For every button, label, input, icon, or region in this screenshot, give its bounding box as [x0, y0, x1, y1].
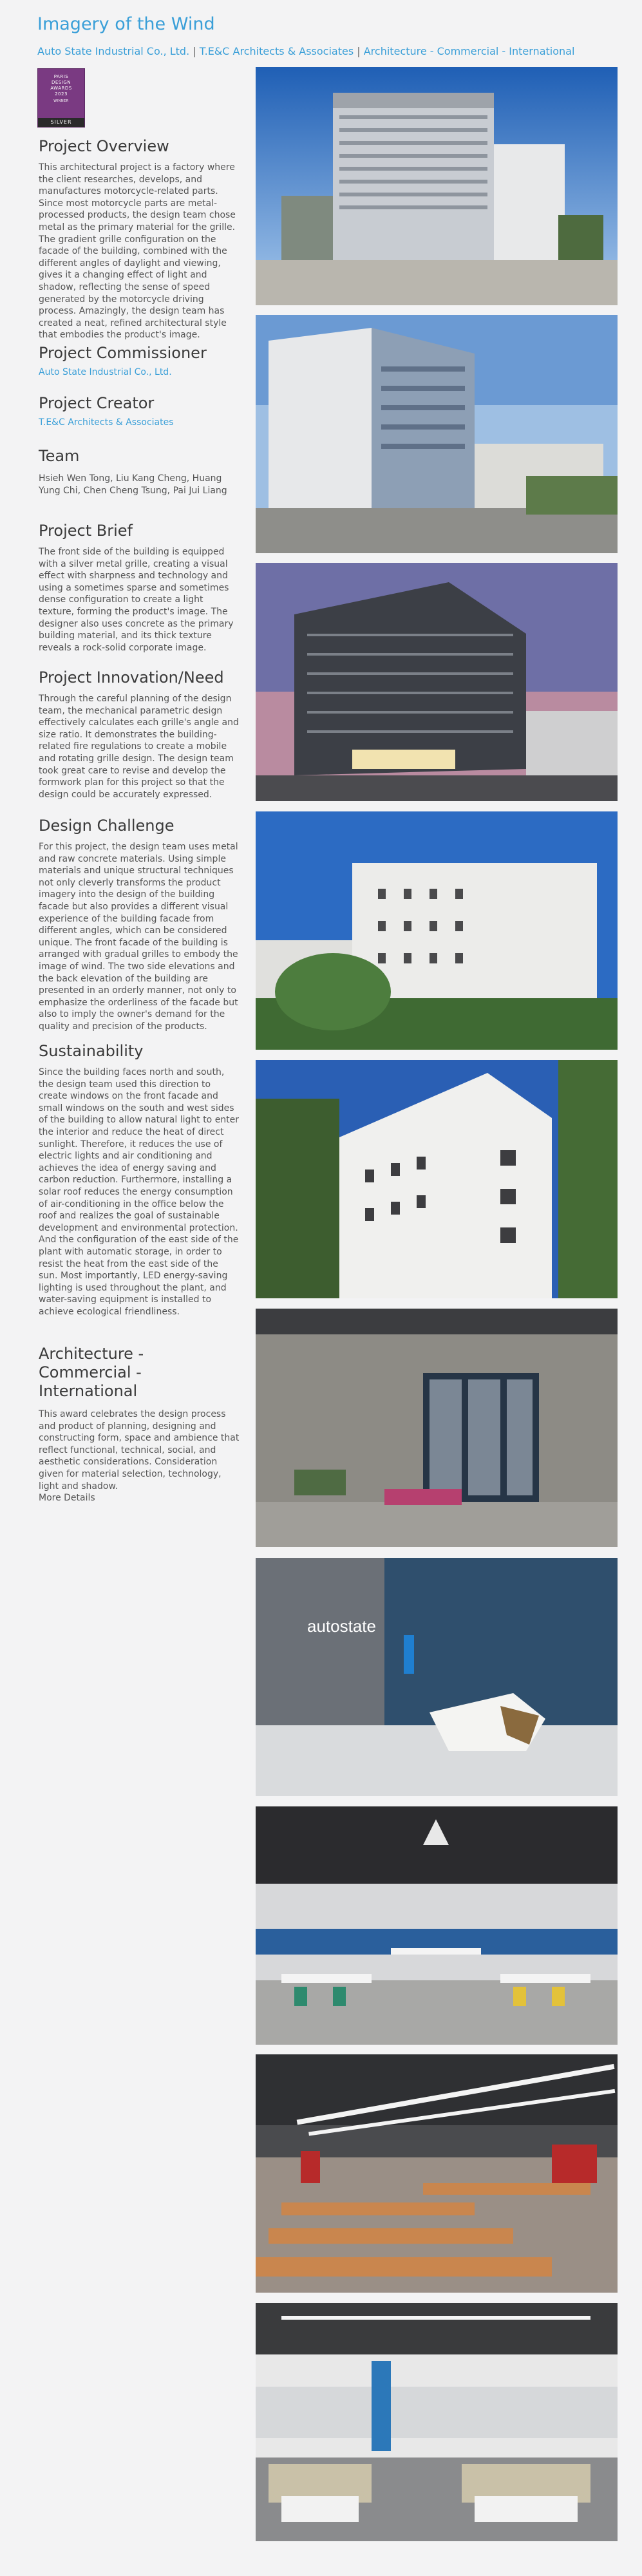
- photo-angled-view[interactable]: [256, 315, 618, 553]
- section-overview: [39, 137, 240, 341]
- byline: [37, 45, 574, 57]
- section-brief: [39, 522, 240, 654]
- section-category: [39, 1345, 240, 1504]
- brand-sign: autostate: [307, 1616, 376, 1636]
- byline-separator: |: [189, 45, 200, 57]
- commissioner-link[interactable]: Auto State Industrial Co., Ltd.: [37, 45, 190, 57]
- building-image: [256, 67, 618, 305]
- section-heading: Project Overview: [39, 137, 169, 155]
- section-innovation: [39, 668, 240, 800]
- badge-line: AWARDS: [50, 86, 72, 91]
- photo-front-facade[interactable]: [256, 67, 618, 305]
- building-image: [256, 811, 618, 1050]
- interior-image: [256, 2303, 618, 2541]
- section-heading: Project Innovation/Need: [39, 668, 224, 687]
- section-challenge: [39, 817, 240, 1033]
- photo-entrance[interactable]: [256, 1309, 618, 1547]
- badge-line: 2023: [55, 91, 68, 97]
- interior-image: [256, 1558, 618, 1796]
- section-body: Through the careful planning of the design team, the mechanical parametric design effectively calculates each grille's angle and size ratio. It demonstrates the building-related fire regulations to create a mobile and rotating grille design. The design team took great care to revise and develop the formwork plan for this project so that the design could be accurately expressed.: [39, 694, 239, 800]
- building-image: [256, 1309, 618, 1547]
- commissioner-value-link[interactable]: Auto State Industrial Co., Ltd.: [39, 367, 172, 377]
- creator-link[interactable]: T.E&C Architects & Associates: [199, 45, 354, 57]
- building-image: [256, 315, 618, 553]
- creator-value-link[interactable]: T.E&C Architects & Associates: [39, 417, 174, 428]
- section-body: Since the building faces north and south, the design team used this direction to create windows on the front facade and small windows on the south and west sides of the building to allow natural light to enter the interior and reduce the heat of direct sunlight. Therefore, it reduces the use of electric lights and air conditioning and achieves the idea of energy saving and carbon reduction. Furthermore, installing a solar roof reduces the energy consumption of air-conditioning in the office below the roof and realizes the goal of sustainable development and environmental protection. And the configuration of the east side of the plant with automatic storage, in order to resist the heat from the east side of the sun. Most importantly, LED energy-saving lighting is used throughout the plant, and water-saving equipment is installed to achieve ecological friendliness.: [39, 1067, 240, 1317]
- photo-dusk-view[interactable]: [256, 563, 618, 801]
- photo-side-closeup[interactable]: [256, 1060, 618, 1298]
- badge-line: PARIS: [53, 74, 69, 79]
- section-creator: [39, 394, 240, 428]
- photo-office[interactable]: [256, 2303, 618, 2541]
- badge-line: WINNER: [53, 99, 69, 103]
- photo-cafeteria[interactable]: [256, 1806, 618, 2045]
- section-body: The front side of the building is equipped with a silver metal grille, creating a visual effect with sharpness and technology and using a sometimes sparse and sometimes dense configuration to create a light texture, forming the product's image. The designer also uses concrete as the primary building material, and its thick texture reveals a rock-solid corporate image.: [39, 547, 234, 653]
- badge-level: SILVER: [38, 118, 84, 127]
- section-body: Hsieh Wen Tong, Liu Kang Cheng, Huang Yung Chi, Chen Cheng Tsung, Pai Jui Liang: [39, 473, 227, 496]
- section-team: [39, 447, 240, 497]
- badge-line: DESIGN: [52, 80, 71, 85]
- section-body: This architectural project is a factory where the client researches, develops, and manufactures motorcycle-related parts. Since most motorcycle parts are metal-processed products, the design team chose metal as the primary material for the grille. The gradient grille configuration on the facade of the building, combined with the different angles of daylight and viewing, gives it a changing effect of light and shadow, reflecting the sense of speed generated by the motorcycle driving process. Amazingly, the design team has created a neat, refined architectural style that embodies the product's image.: [39, 162, 236, 341]
- section-heading: Sustainability: [39, 1042, 144, 1060]
- more-details-link[interactable]: More Details: [39, 1493, 95, 1504]
- section-heading: Team: [39, 447, 80, 465]
- section-body: This award celebrates the design process and product of planning, designing and constructing form, space and ambience that reflect functional, technical, social, and aesthetic considerations. Consideration given for material selection, technology, light and shadow.: [39, 1409, 240, 1492]
- photo-auditorium[interactable]: [256, 2054, 618, 2293]
- building-image: [256, 563, 618, 801]
- photo-lobby[interactable]: [256, 1558, 618, 1796]
- byline-separator: |: [354, 45, 364, 57]
- award-badge: [37, 68, 85, 128]
- photo-rear-elevation[interactable]: [256, 811, 618, 1050]
- category-link[interactable]: Architecture - Commercial - International: [363, 45, 575, 57]
- section-heading: Project Brief: [39, 522, 133, 540]
- section-heading: Architecture - Commercial - International: [39, 1345, 144, 1400]
- interior-image: [256, 2054, 618, 2293]
- interior-image: [256, 1806, 618, 2045]
- section-commissioner: [39, 344, 240, 377]
- section-sustainability: [39, 1042, 240, 1318]
- section-heading: Project Creator: [39, 394, 155, 412]
- building-image: [256, 1060, 618, 1298]
- section-heading: Project Commissioner: [39, 344, 207, 362]
- section-heading: Design Challenge: [39, 817, 175, 835]
- page-title: Imagery of the Wind: [37, 14, 215, 34]
- section-body: For this project, the design team uses metal and raw concrete materials. Using simple materials and unique structural techniques not only cleverly transforms the product imagery into the design of the building facade but also provides a different visual experience of the building facade from different angles, which can be considered unique. The front facade of the building is arranged with gradual grilles to embody the image of wind. The two side elevations and the back elevation of the building are presented in an orderly manner, not only to emphasize the orderliness of the facade but also to imply the owner's demand for the quality and precision of the products.: [39, 842, 238, 1032]
